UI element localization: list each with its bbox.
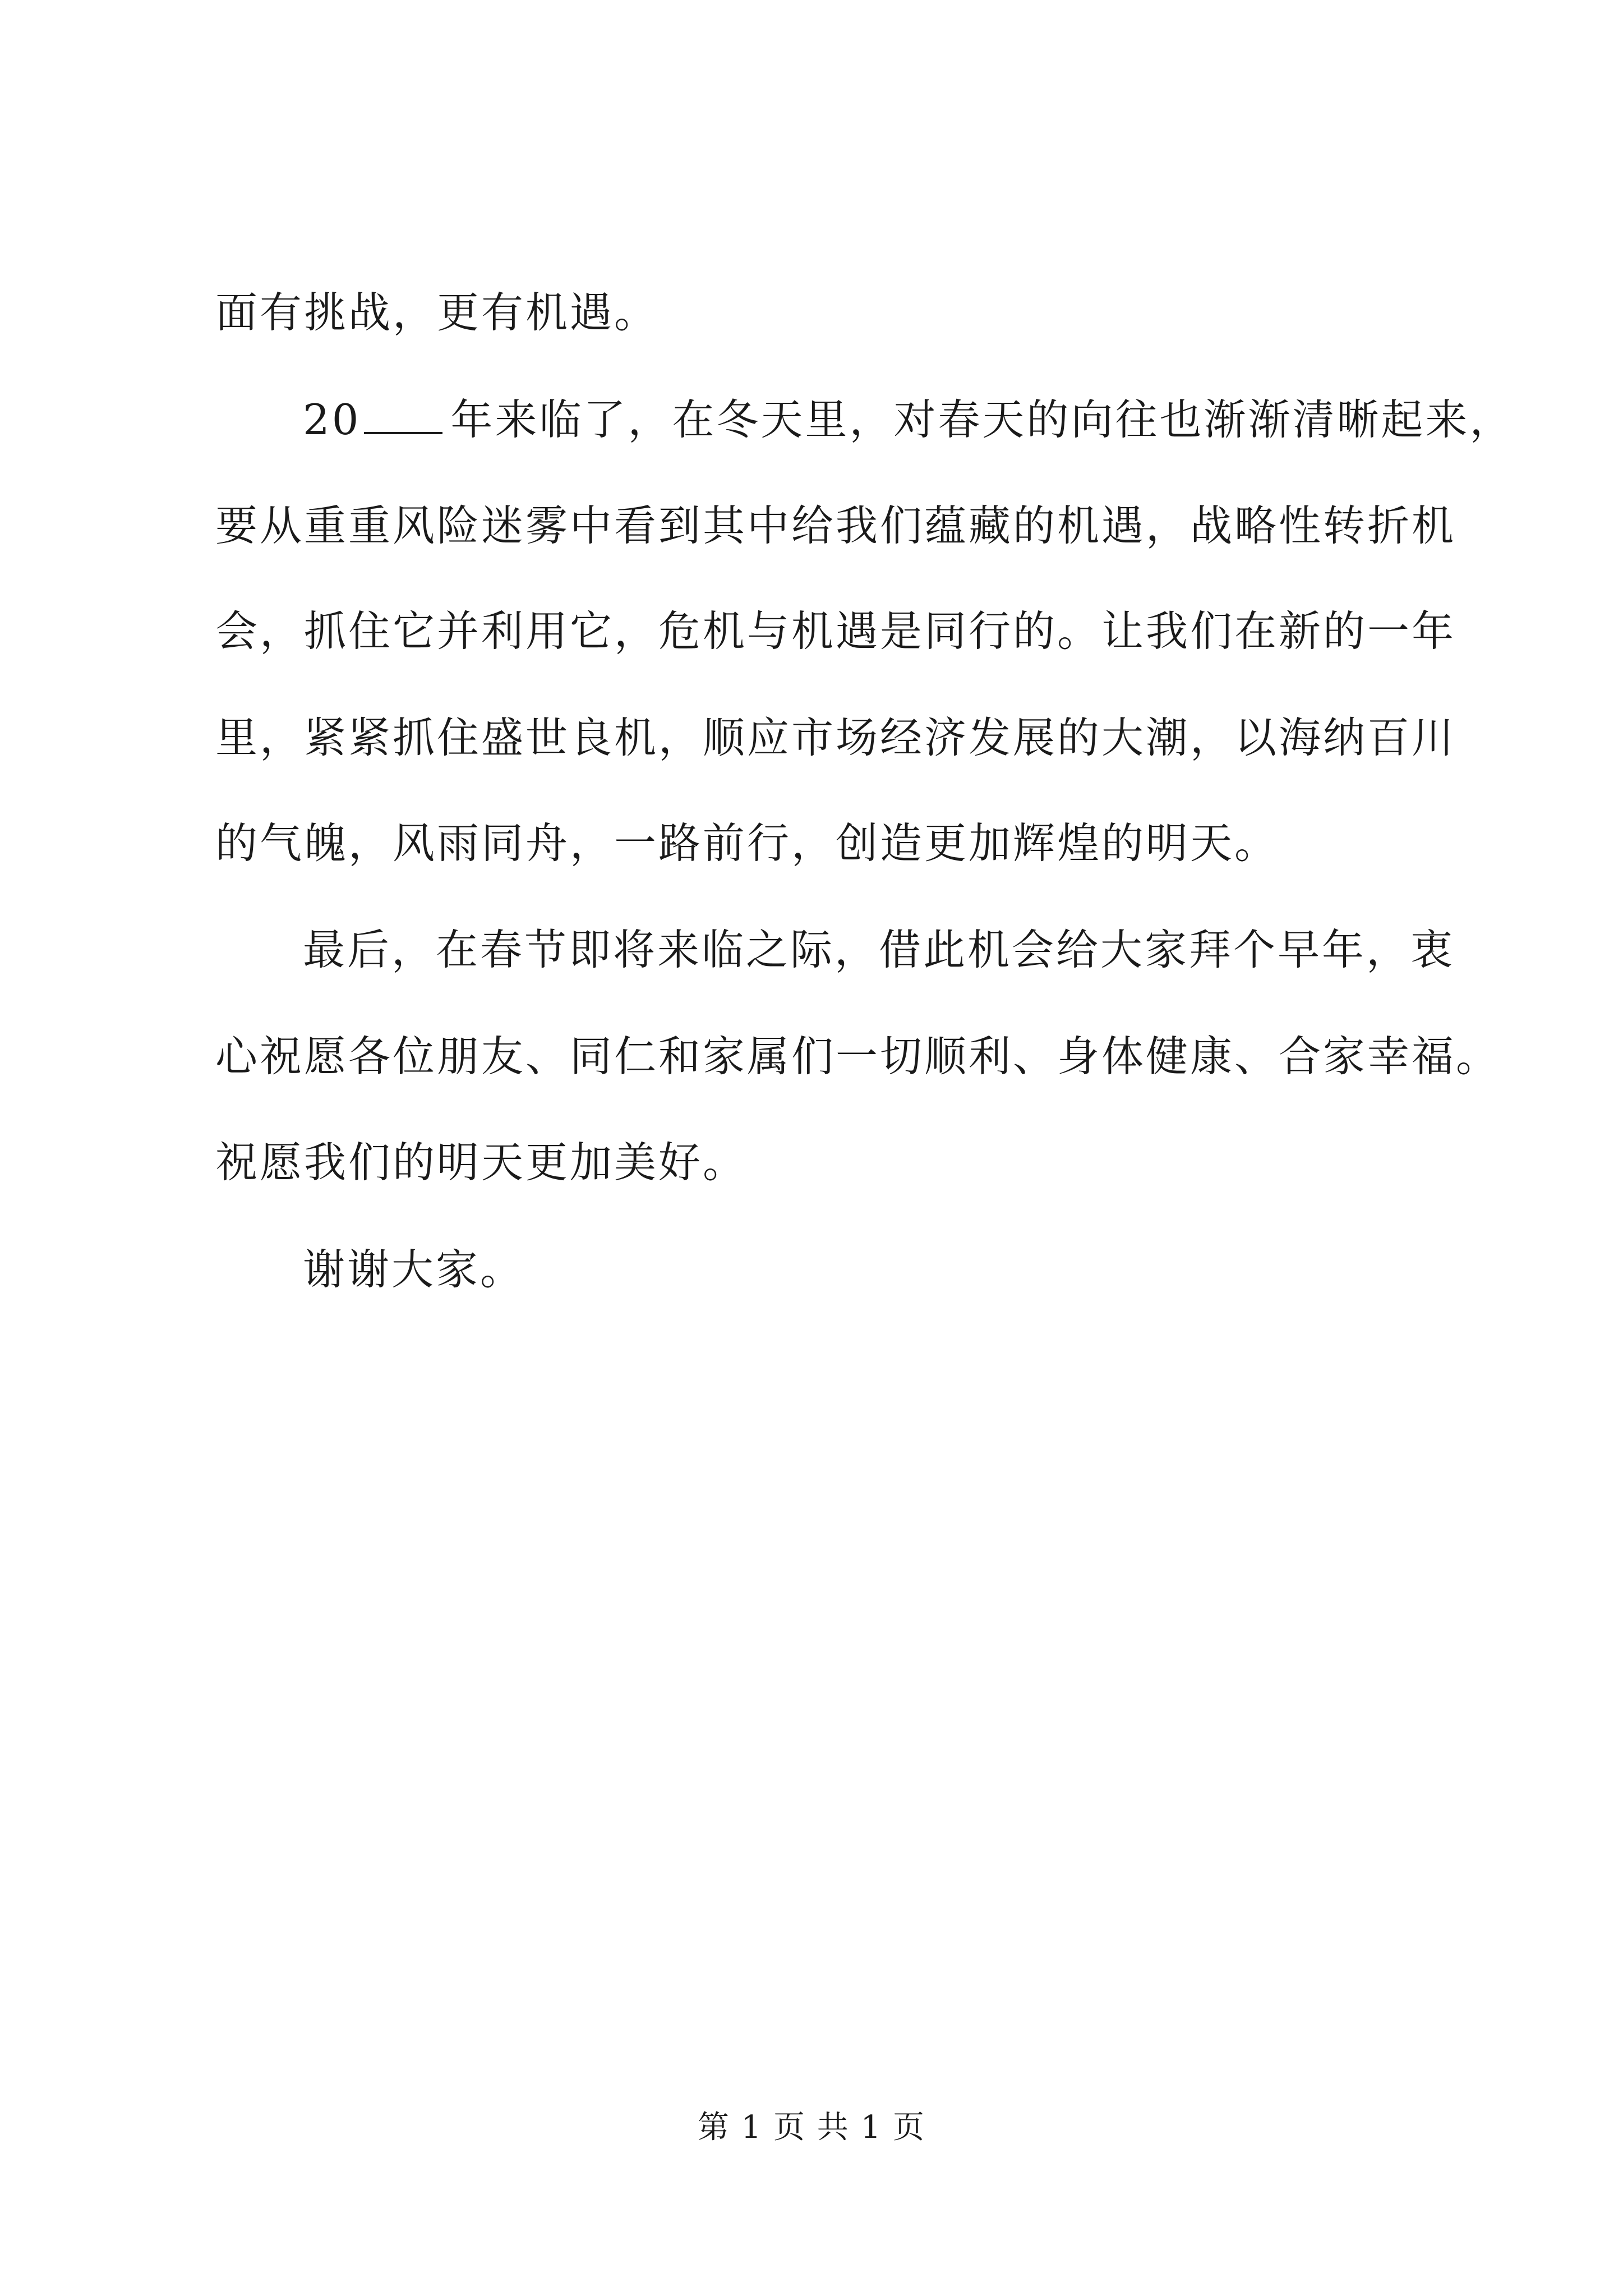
paragraph-line: 会，抓住它并利用它，危机与机遇是同行的。让我们在新的一年 <box>215 606 1456 656</box>
paragraph-line: 祝愿我们的明天更加美好。 <box>215 1138 748 1187</box>
year-prefix: 20 <box>303 395 361 444</box>
paragraph-line <box>303 395 1537 444</box>
paragraph-line: 要从重重风险迷雾中看到其中给我们蕴藏的机遇，战略性转折机 <box>215 501 1456 550</box>
paragraph-line: 面有挑战，更有机遇。 <box>215 288 659 337</box>
paragraph-line: 的气魄，风雨同舟，一路前行，创造更加辉煌的明天。 <box>215 818 1279 868</box>
paragraph-line: 心祝愿各位朋友、同仁和家属们一切顺利、身体健康、合家幸福。 <box>215 1032 1501 1081</box>
page-footer: 第 1 页 共 1 页 <box>697 2109 926 2146</box>
paragraph-text: 年来临了，在冬天里，对春天的向往也渐渐清晰起来， <box>450 395 1514 444</box>
paragraph-line: 谢谢大家。 <box>303 1245 525 1294</box>
paragraph-line: 最后，在春节即将来临之际，借此机会给大家拜个早年，衷 <box>303 925 1455 974</box>
year-blank <box>364 398 442 434</box>
paragraph-line: 里，紧紧抓住盛世良机，顺应市场经济发展的大潮，以海纳百川 <box>215 713 1456 762</box>
